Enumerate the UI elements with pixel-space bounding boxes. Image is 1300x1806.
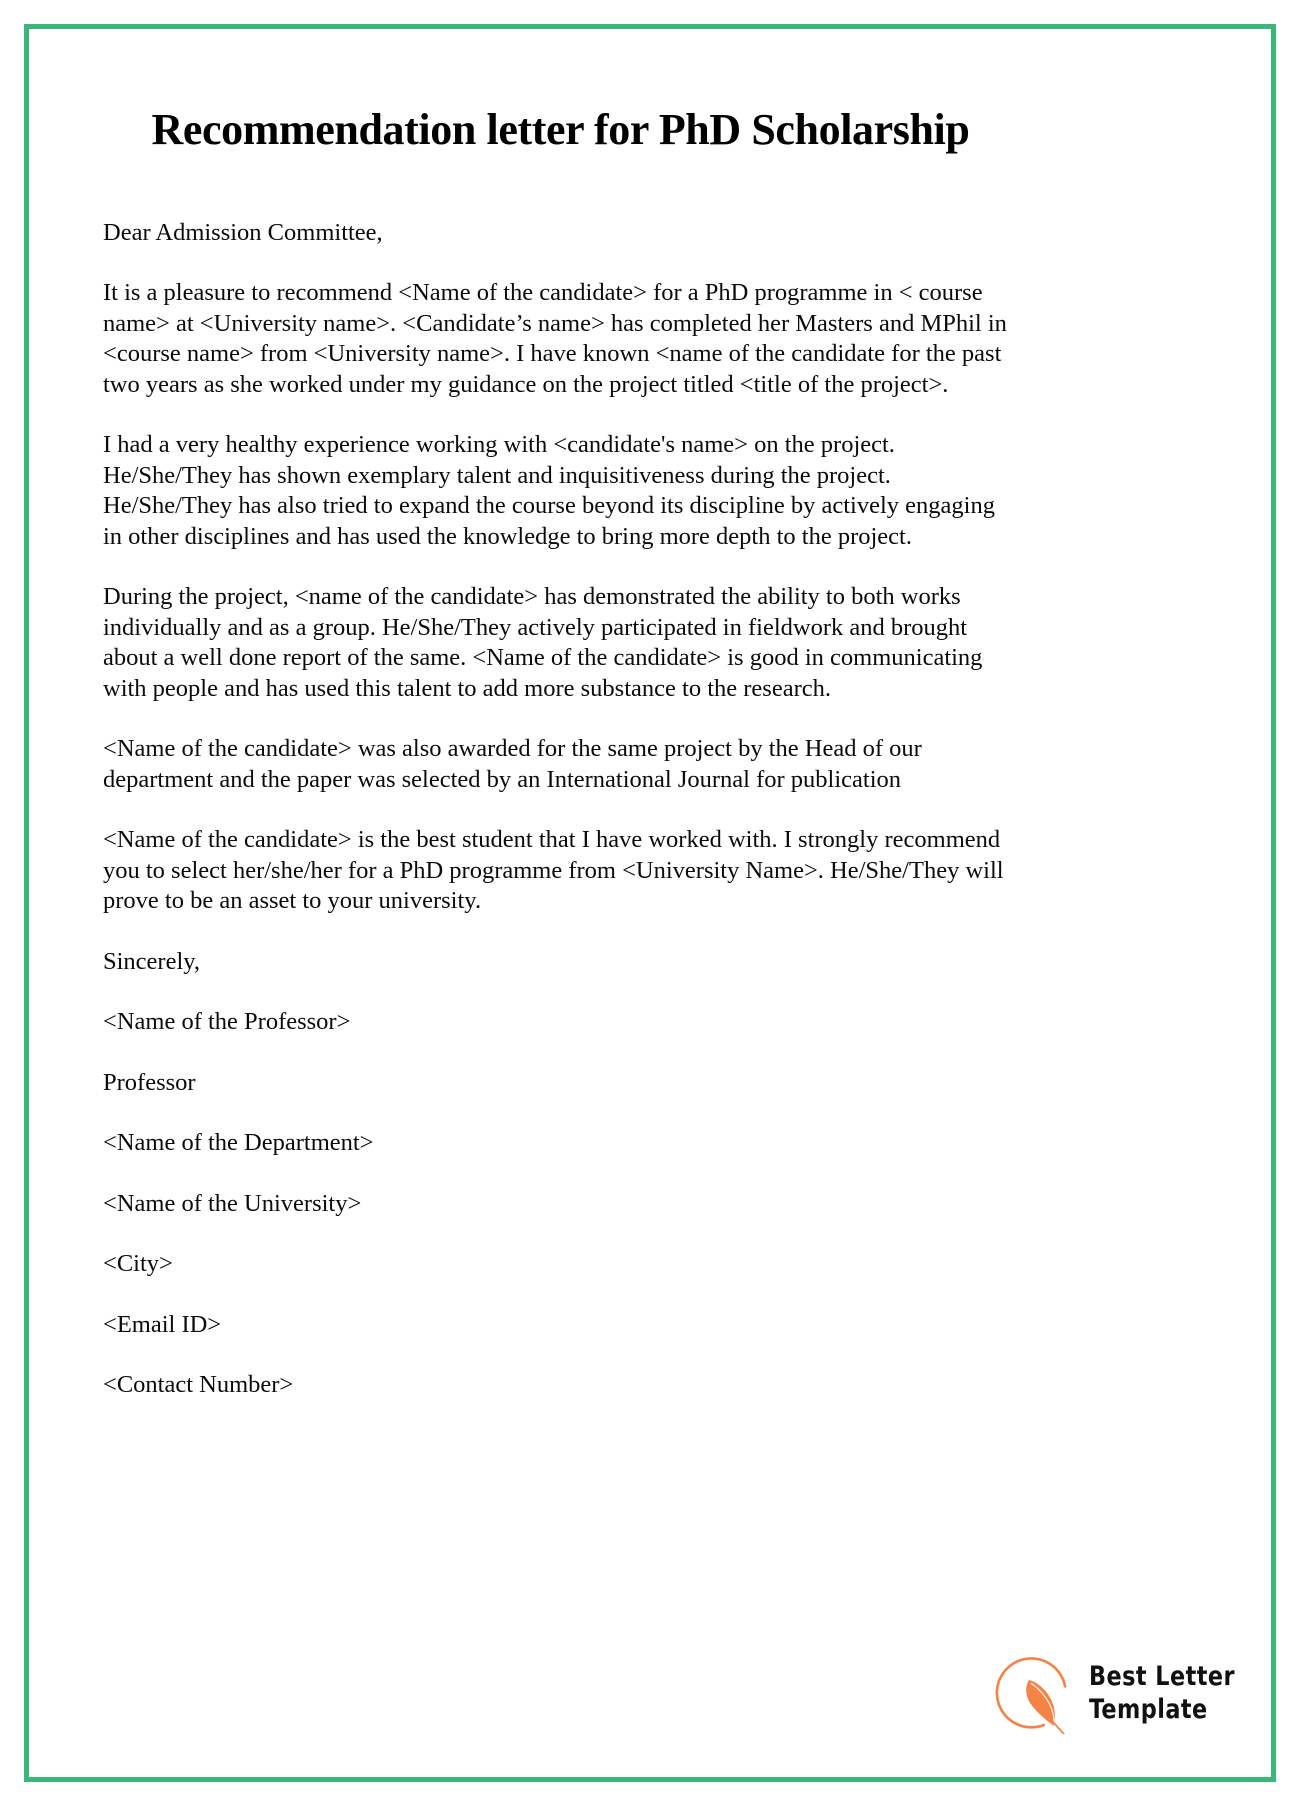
paragraph-3: During the project, <name of the candidate> has demonstrated the ability to both works individually and as a group. He/She/They actively participated in fieldwork and brought about a well done report of the same. <Name of the candidate> is good in communicating with people and has used this talent to add more substance to the research. [103, 583, 983, 702]
paragraph-4: <Name of the candidate> was also awarded for the same project by the Head of our department and the paper was selected by an International Journal for publication [103, 735, 922, 793]
salutation: Dear Admission Committee, [103, 218, 383, 246]
logo-wordmark [1089, 1663, 1248, 1723]
paragraph-1: It is a pleasure to recommend <Name of the candidate> for a PhD programme in < course name> at <University name>. <Candidate’s name> has completed her Masters and MPhil in <course name> from <University name>. I have known <name of the candidate for the past two years as she worked under my guidance on the project titled <title of the project>. [103, 279, 1007, 398]
page-title: Recommendation letter for PhD Scholarship [151, 105, 970, 154]
logo-line-1: Best Letter [1089, 1661, 1236, 1692]
closing-salutation: Sincerely, [103, 947, 201, 975]
signature-email: <Email ID> [103, 1310, 222, 1338]
paragraph-2: I had a very healthy experience working with <candidate's name> on the project. He/She/They has shown exemplary talent and inquisitiveness during the project. He/She/They has also tried to expand the course beyond its discipline by actively engaging in other disciplines and has used the knowledge to bring more depth to the project. [103, 431, 995, 550]
signature-title: Professor [103, 1068, 196, 1096]
signature-department: <Name of the Department> [103, 1129, 374, 1157]
feather-quill-icon [993, 1652, 1075, 1734]
paragraph-5: <Name of the candidate> is the best student that I have worked with. I strongly recommend you to select her/she/her for a PhD programme from <University Name>. He/She/They will prove to be an asset to your university. [103, 826, 1004, 915]
letter-body [103, 218, 1018, 1401]
signature-contact-number: <Contact Number> [103, 1371, 294, 1399]
signature-professor-name: <Name of the Professor> [103, 1008, 351, 1036]
logo-line-2: Template [1089, 1694, 1208, 1725]
signature-city: <City> [103, 1250, 173, 1278]
letter-content [103, 105, 1018, 1431]
best-letter-template-logo [993, 1652, 1248, 1734]
signature-university: <Name of the University> [103, 1189, 362, 1217]
